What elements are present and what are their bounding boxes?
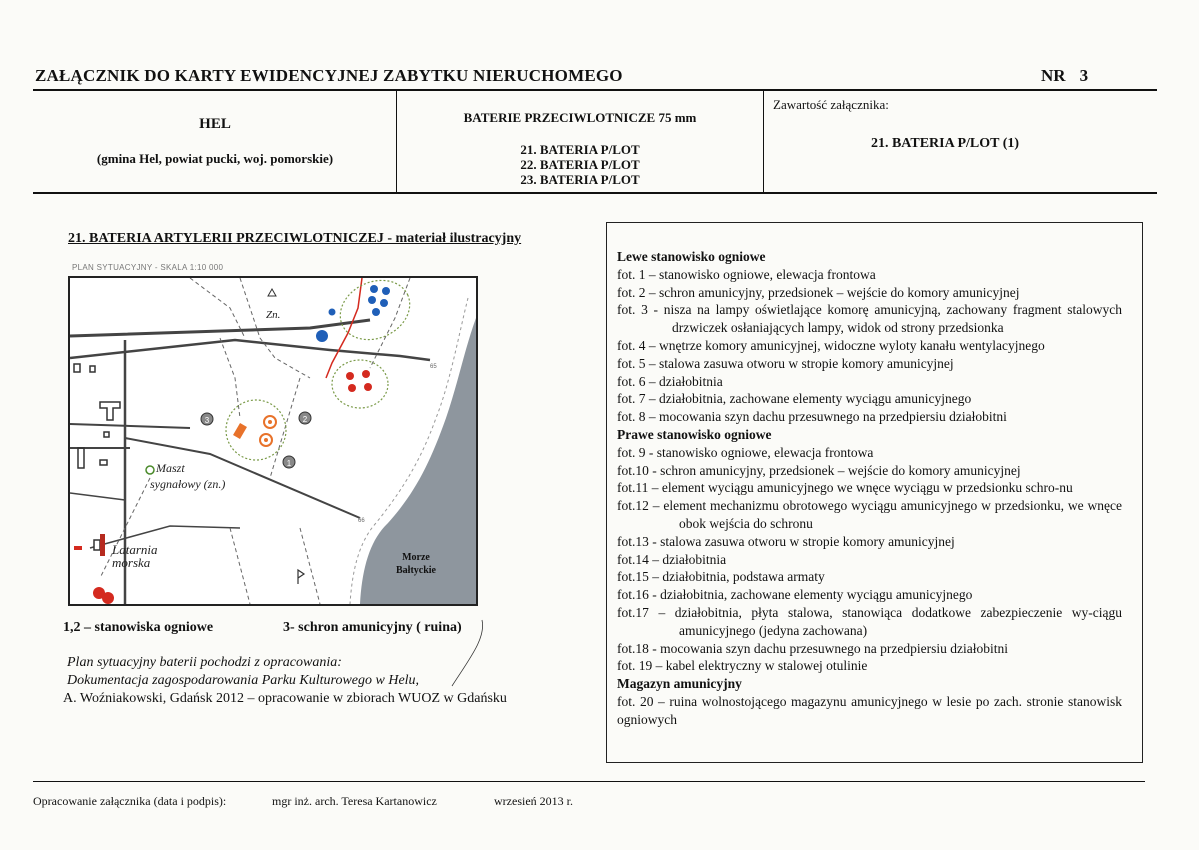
legend-ammo-shelter: 3- schron amunicyjny ( ruina): [283, 620, 462, 635]
road: [70, 424, 190, 428]
footer-prepared-by-label: Opracowanie załącznika (data i podpis):: [33, 794, 227, 808]
building: [74, 364, 80, 372]
list-item: fot. 6 – działobitnia: [617, 373, 723, 389]
list-item: fot. 1 – stanowisko ogniowe, elewacja frontowa: [617, 266, 876, 282]
footpath: [300, 528, 320, 604]
map-label-maszt-sub: sygnałowy (zn.): [150, 477, 226, 491]
header-rule-top: [33, 89, 1157, 91]
triangle-marker: [268, 289, 276, 296]
battery-list: [400, 142, 760, 187]
gun-position-marker: [264, 438, 268, 442]
site-plan-map: [68, 276, 478, 606]
building: [104, 432, 109, 437]
footpath: [220, 338, 240, 418]
section-heading-magazine: Magazyn amunicyjny: [617, 676, 742, 692]
list-item: fot.13 - stalowa zasuwa otworu w stropie komory amunicyjnej: [617, 533, 955, 549]
ammo-shelter-marker: [233, 423, 247, 439]
lighthouse-marker: [74, 546, 82, 550]
list-item: fot.10 - schron amunicyjny, przedsionek – wejście do komory amunicyjnej: [617, 462, 1021, 478]
list-item: fot. 8 – mocowania szyn dachu przesuwnego na przedpiersiu działobitni: [617, 409, 1007, 425]
list-item: fot. 5 – stalowa zasuwa otworu w stropie komory amunicyjnej: [617, 355, 954, 371]
battery-group-title: BATERIE PRZECIWLOTNICZE 75 mm: [463, 110, 697, 125]
photo-list: [617, 248, 1122, 729]
battery-list-item: 21. BATERIA P/LOT: [520, 142, 640, 157]
number-badge-label: 2: [302, 415, 308, 424]
building: [94, 540, 100, 550]
section-heading-right-position: Prawe stanowisko ogniowe: [617, 426, 772, 442]
contents-label: Zawartość załącznika:: [773, 97, 889, 112]
number-badge-label: 3: [204, 416, 210, 425]
footer-author: mgr inż. arch. Teresa Kartanowicz: [272, 794, 437, 808]
building: [100, 460, 107, 465]
source-note-line3: A. Woźniakowski, Gdańsk 2012 – opracowanie w zbiorach WUOZ w Gdańsku: [63, 691, 507, 706]
red-marker: [102, 592, 114, 604]
gun-position-marker: [268, 420, 272, 424]
battery-list-item: 23. BATERIA P/LOT: [520, 172, 640, 187]
blue-marker: [316, 330, 328, 342]
position-outline: [332, 360, 388, 408]
list-item: fot. 4 – wnętrze komory amunicyjnej, widoczne wyloty kanału wentylacyjnego: [617, 337, 1045, 353]
map-label-latarnia: Latarnia: [112, 542, 158, 557]
elevation-label: 65: [430, 364, 437, 370]
location-title: HEL: [199, 116, 231, 132]
map-label-morze-sub: Bałtyckie: [396, 565, 436, 576]
red-marker: [362, 370, 370, 378]
blue-marker: [372, 308, 380, 316]
blue-marker: [380, 299, 388, 307]
list-item: fot.14 – działobitnia: [617, 551, 727, 567]
list-item: fot.18 - mocowania szyn dachu przesuwnego na przedpiersiu działobitni: [617, 640, 1008, 656]
site-plan-svg: [70, 278, 476, 604]
blue-marker: [370, 285, 378, 293]
leader-line: [440, 618, 490, 688]
footpath: [230, 528, 250, 604]
list-item: fot.12 – element mechanizmu obrotowego wyciągu amunicyjnego w przedsionku, we wnęce obok wejścia do schronu: [617, 498, 1122, 531]
list-item: fot. 3 - nisza na lampy oświetlające komorę amunicyjną, zachowany fragment stalowych drzwiczek osłaniających lampy, widok od strony przedsionka: [617, 302, 1122, 336]
list-item: fot.15 – działobitnia, podstawa armaty: [617, 569, 825, 585]
number-value: 3: [1079, 66, 1089, 85]
battery-list-item: 22. BATERIA P/LOT: [520, 157, 640, 172]
number-label: NR: [1041, 66, 1066, 85]
table-divider-2: [763, 90, 764, 193]
list-item: fot.11 – element wyciągu amunicyjnego we wnęce wyciągu w przedsionku schro-nu: [617, 480, 1073, 496]
location-subtitle: (gmina Hel, powiat pucki, woj. pomorskie): [96, 151, 334, 166]
map-label-latarnia-sub: morska: [112, 555, 151, 570]
list-item: fot.17 – działobitnia, płyta stalowa, stanowiąca dodatkowe zabezpieczenie wy-ciągu amunicyjnego (jedyna zachowana): [617, 604, 1122, 638]
map-label-zn: Zn.: [266, 309, 281, 321]
battery-outline: [226, 400, 286, 460]
legend-gun-positions: 1,2 – stanowiska ogniowe: [63, 620, 214, 635]
document-number: [1041, 66, 1088, 86]
table-divider-1: [396, 90, 397, 193]
footer-rule: [33, 781, 1145, 782]
section-heading: 21. BATERIA ARTYLERII PRZECIWLOTNICZEJ - materiał ilustracyjny: [68, 231, 522, 246]
red-marker: [346, 372, 354, 380]
section-heading-left-position: Lewe stanowisko ogniowe: [617, 249, 766, 264]
red-marker: [364, 383, 372, 391]
red-marker: [348, 384, 356, 392]
building: [90, 366, 95, 372]
source-note-line1: Plan sytuacyjny baterii pochodzi z opracowania:: [67, 655, 342, 670]
document-title: ZAŁĄCZNIK DO KARTY EWIDENCYJNEJ ZABYTKU NIERUCHOMEGO: [35, 66, 623, 85]
north-marker: [298, 570, 304, 584]
blue-marker: [329, 309, 336, 316]
map-scale-label: PLAN SYTUACYJNY - SKALA 1:10 000: [72, 263, 224, 272]
mast-marker: [146, 466, 154, 474]
road: [70, 493, 125, 500]
blue-marker: [368, 296, 376, 304]
elevation-label: 66: [358, 518, 365, 524]
list-item: fot. 7 – działobitnia, zachowane elementy wyciągu amunicyjnego: [617, 391, 972, 407]
source-note-line2: Dokumentacja zagospodarowania Parku Kulturowego w Helu,: [67, 673, 420, 688]
list-item: fot. 9 - stanowisko ogniowe, elewacja frontowa: [617, 444, 874, 460]
map-label-morze: Morze: [402, 552, 430, 563]
list-item: fot.16 - działobitnia, zachowane elementy wyciągu amunicyjnego: [617, 587, 973, 603]
table-rule-bottom: [33, 192, 1157, 194]
building: [78, 448, 84, 468]
map-label-maszt: Maszt: [156, 461, 185, 475]
contents-value: 21. BATERIA P/LOT (1): [870, 136, 1020, 151]
blue-marker: [382, 287, 390, 295]
list-item: fot. 20 – ruina wolnostojącego magazynu amunicyjnego w lesie po zach. stronie stanowisk ogniowych: [617, 693, 1122, 727]
footer-date: wrzesień 2013 r.: [494, 794, 573, 808]
number-badge-label: 1: [286, 459, 292, 468]
list-item: fot. 2 – schron amunicyjny, przedsionek – wejście do komory amunicyjnej: [617, 284, 1020, 300]
list-item: fot. 19 – kabel elektryczny w stalowej otulinie: [617, 658, 868, 674]
building: [100, 402, 120, 420]
lighthouse-tower: [100, 534, 105, 556]
